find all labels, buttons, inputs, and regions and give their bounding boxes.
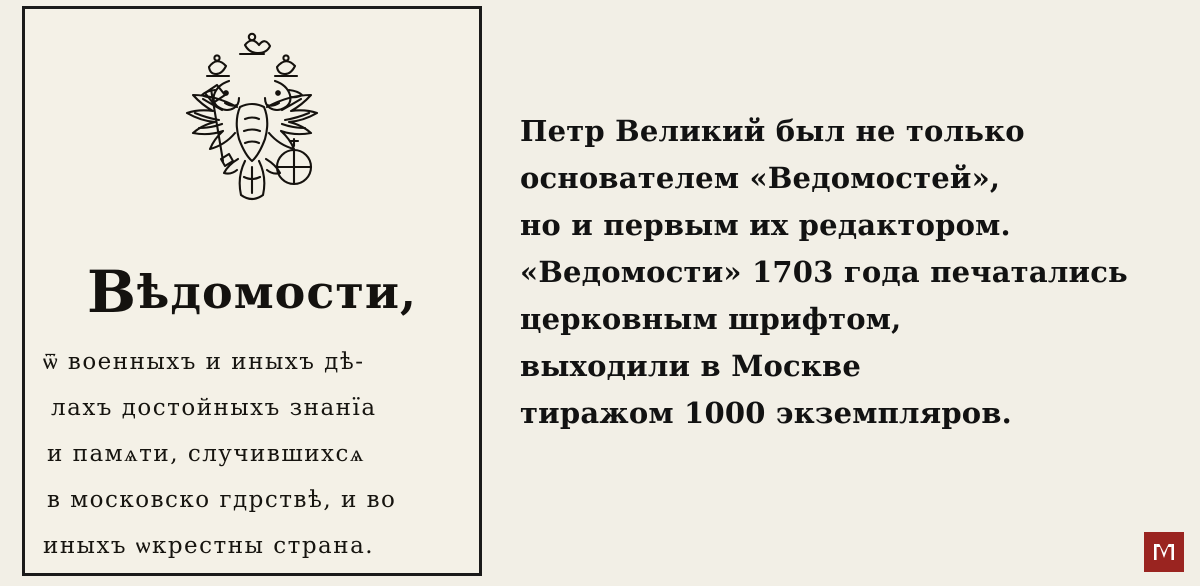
old-text-line: лахъ достойныхъ знанїа bbox=[51, 395, 377, 421]
masthead-initial: В bbox=[87, 258, 138, 326]
caption-line: основателем «Ведомостей», bbox=[520, 161, 1001, 195]
old-text-line: ѿ военныхъ и иныхъ дѣ- bbox=[43, 349, 365, 375]
caption-line: выходили в Москве bbox=[520, 349, 862, 383]
masthead-title bbox=[52, 254, 452, 326]
old-text-line: в московско гдрствѣ, и во bbox=[47, 487, 397, 513]
facsimile-old-text bbox=[43, 339, 467, 569]
double-headed-eagle-emblem bbox=[137, 27, 367, 242]
publisher-logo-mark bbox=[1144, 532, 1184, 572]
old-text-line: и памѧти, случившихсѧ bbox=[47, 441, 365, 467]
masthead-rest: ѣдомости, bbox=[137, 265, 417, 319]
caption-line: Петр Великий был не только bbox=[520, 114, 1025, 148]
old-text-line: иныхъ ѡкрестны странa. bbox=[43, 533, 375, 559]
caption-line: тиражом 1000 экземпляров. bbox=[520, 396, 1012, 430]
newspaper-facsimile bbox=[22, 6, 482, 576]
caption-line: церковным шрифтом, bbox=[520, 302, 902, 336]
caption-text bbox=[520, 108, 1170, 437]
facsimile-inner bbox=[25, 9, 479, 573]
caption-line: но и первым их редактором. bbox=[520, 208, 1011, 242]
caption-line: «Ведомости» 1703 года печатались bbox=[520, 255, 1128, 289]
